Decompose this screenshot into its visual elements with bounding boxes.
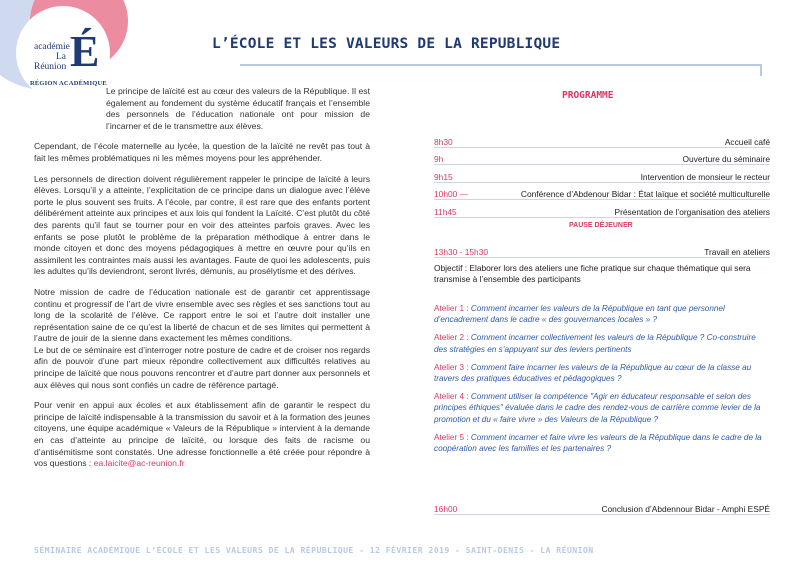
schedule-desc: Travail en ateliers — [704, 246, 770, 257]
schedule-time: 13h30 - 15h30 — [434, 246, 489, 257]
schedule-row — [434, 130, 770, 148]
atelier-item — [434, 362, 770, 384]
schedule-row — [434, 148, 770, 166]
atelier-label: Atelier 3 : — [434, 362, 469, 372]
atelier-item — [434, 432, 770, 454]
pause-label: PAUSE DÉJEUNER — [569, 222, 633, 229]
paragraph-2: Cependant, de l’école maternelle au lycée, la question de la laïcité ne revêt pas tout à fait les mêmes problématiques ni les mêmes moyens pour les appréhender. — [34, 141, 370, 163]
schedule-desc: Accueil café — [724, 136, 770, 147]
atelier-label: Atelier 2 : — [434, 333, 469, 343]
schedule-time: 9h15 — [434, 171, 453, 182]
paragraph-3: Les personnels de direction doivent régulièrement rappeler le principe de laïcité à leurs élèves. Lorsqu’il y a atteinte, l’explicitation de ce principe dans un dialogue avec l’élève porte le plus souvent ses fruits. A l’école, par contre, il est rare que des enfants portent délibérément atteinte aux principes et aux lois qui fondent la Laïcité. C’est plutôt du côté des parents qu’il faut se tourner pour en voir des atteintes parfois graves. Avec les enfants se pose plutôt le problème de la préparation méthodique à entrer dans le monde citoyen et donc des moyens pédagogiques à mettre en œuvre pour qu’ils en assimilent les contraintes mais aussi les avantages. Faute de quoi les adolescents, puis les adultes qu’ils deviendront, seront livrés, démunis, au prosélytisme et des dérives. — [34, 173, 370, 277]
schedule-time: 16h00 — [434, 503, 458, 514]
schedule-desc: Présentation de l’organisation des ateliers — [614, 206, 770, 217]
schedule-row — [434, 497, 770, 515]
atelier-question: Comment utiliser la compétence "Agir en éducateur responsable et selon des principes éthiques" évaluée dans le cadre des rendez-vous de carrière comme levier de la promotion et du « faire vivre » des Valeurs de la République ? — [434, 392, 761, 424]
schedule-row — [434, 200, 770, 218]
schedule-time: 11h45 — [434, 206, 457, 217]
schedule-time: 9h — [434, 154, 444, 164]
email-link[interactable]: ea.laicite@ac-reunion.fr — [93, 458, 185, 469]
footer-text: SÉMINAIRE ACADÉMIQUE L’ÉCOLE ET LES VALEURS DE LA RÉPUBLIQUE - 12 FÉVRIER 2019 - SAINT-DENIS - LA RÉUNION — [34, 545, 594, 555]
atelier-question: Comment incarner et faire vivre les valeurs de la République dans le cadre de la coopération avec les familles et les partenaires ? — [434, 432, 762, 454]
paragraph-6-text: Pour venir en appui aux écoles et aux établissement afin de garantir le respect du principe de laïcité indispensable à la transmission du savoir et à la formation des jeunes citoyens, une équipe académique « Valeurs de la République » intervient à la demande en cas d’atteinte au principe de laïcité, ou lorsque des faits de racisme ou d’antisémitisme sont constatés. Une adresse fonctionnelle a été créée pour répondre à vos questions : — [34, 400, 370, 469]
programme-heading: PROGRAMME — [562, 90, 614, 101]
atelier-question: Comment faire incarner les valeurs de la République au cœur de la classe au travers des pratiques éducatives et pédagogiques ? — [434, 362, 752, 384]
schedule-desc: Intervention de monsieur le recteur — [640, 171, 770, 182]
page-title: L’ÉCOLE ET LES VALEURS DE LA REPUBLIQUE — [212, 36, 561, 52]
schedule-desc: Conférence d’Abdenour Bidar : État laïque et société multiculturelle — [520, 189, 770, 199]
schedule-desc: Conclusion d’Abdennour Bidar - Amphi ESPÉ — [601, 503, 770, 514]
atelier-question: Comment incarner les valeurs de la République en tant que personnel d’encadrement dans le cadre « des gouvernances locales » ? — [434, 304, 725, 325]
atelier-label: Atelier 5 : — [434, 432, 469, 442]
logo-region: RÉGION ACADÉMIQUE — [30, 80, 107, 87]
atelier-question: Comment incarner collectivement les valeurs de la République ? Co-construire des stratégies en s’appuyant sur des leviers pertinents — [434, 333, 756, 354]
schedule-desc: Ouverture du séminaire — [682, 154, 770, 164]
ateliers-list — [434, 303, 770, 461]
logo-text — [34, 42, 70, 72]
schedule-time: 8h30 — [434, 136, 453, 147]
objectif-text: Objectif : Elaborer lors des ateliers une fiche pratique sur chaque thématique qui sera transmise à l’ensemble des participants — [434, 263, 751, 285]
logo-academie: académie — [34, 42, 70, 52]
paragraph-4: Notre mission de cadre de l’éducation nationale est de garantir cet apprentissage continu et progressif de l’art de vivre ensemble avec ses règles et ses sanctions tout au long de la scolarité de l’élève. Ce rapport entre le soi et l’autre doit installer une représentation saine de ce qu’est la liberté de chacun et de ses limites qui permettent à l’autre de jouir de la sienne dans exactement les mêmes conditions. — [34, 286, 370, 344]
schedule-time: 10h00 — — [434, 189, 468, 199]
logo-la-reunion: La Réunion — [34, 52, 67, 72]
paragraph-5: Le but de ce séminaire est d’interroger notre posture de cadre et de croiser nos regards afin de pouvoir d’une part mieux répondre collectivement aux difficultés relatives au principe de laïcité que nous pouvons rencontrer et d’autre part donner aux personnels et aux élèves qui nous sont confiés un cadre de référence partagé. — [34, 344, 370, 390]
closing-session — [434, 497, 770, 515]
paragraph-6 — [34, 400, 370, 470]
schedule-row — [434, 240, 770, 258]
logo-letter: É — [70, 27, 100, 76]
atelier-item — [434, 303, 770, 325]
atelier-label: Atelier 1 : — [434, 304, 469, 313]
schedule — [434, 130, 770, 218]
intro-text — [34, 86, 370, 479]
atelier-label: Atelier 4 : — [434, 392, 469, 402]
paragraph-1: Le principe de laïcité est au cœur des valeurs de la République. Il est également au fondement du système éducatif français et l’ensemble des personnels de l’éducation nationale ont pour mission de l’incarner et de le transmettre aux élèves. — [106, 86, 370, 131]
schedule-row — [434, 183, 770, 201]
schedule-row — [434, 165, 770, 183]
title-rule — [240, 64, 762, 76]
afternoon-session — [434, 240, 770, 258]
atelier-item — [434, 332, 770, 354]
atelier-item — [434, 391, 770, 425]
